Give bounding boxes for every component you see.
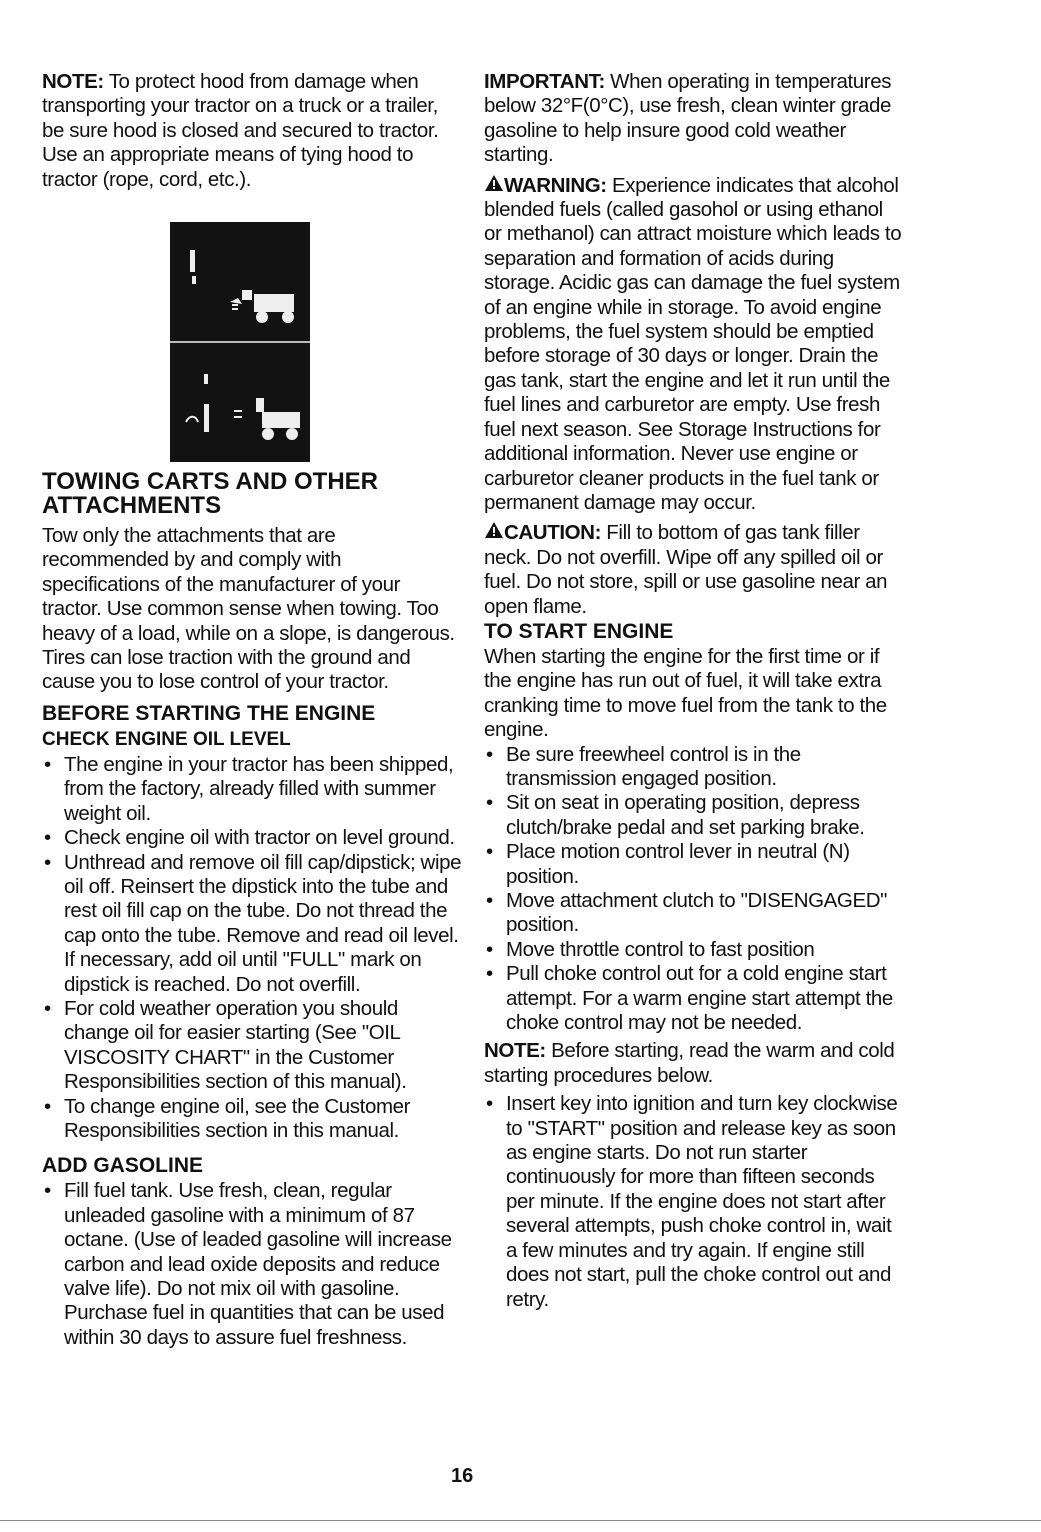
note2-text: Before starting, read the warm and cold starting procedures below. bbox=[484, 1039, 895, 1087]
note2-label: NOTE: bbox=[484, 1039, 546, 1063]
list-item: • The engine in your tractor has been shipped, from the factory, already filled with summer weight oil. bbox=[42, 753, 462, 826]
to-start-engine-heading: TO START ENGINE bbox=[484, 619, 674, 643]
list-item: • Sit on seat in operating position, depress clutch/brake pedal and set parking brake. bbox=[484, 791, 904, 840]
hood-tie-down-illustration bbox=[170, 222, 310, 462]
caution-paragraph bbox=[484, 521, 904, 619]
start-paragraph: When starting the engine for the first time or if the engine has run out of fuel, it will take extra cranking time to move fuel from the tank to the engine. bbox=[484, 644, 887, 742]
page-number: 16 bbox=[451, 1465, 474, 1487]
note-text: To protect hood from damage when transporting your tractor on a truck or a trailer, be sure hood is closed and secured to tractor. Use an appropriate means of tying hood to tractor (rope, cord, etc.). bbox=[42, 70, 439, 191]
starting-note bbox=[484, 1039, 904, 1088]
tractor-hood-icon bbox=[170, 222, 310, 462]
list-item: • Check engine oil with tractor on level ground. bbox=[42, 826, 462, 850]
towing-paragraph: Tow only the attachments that are recommended by and comply with specifications of the manufacturer of your tractor. Use common sense when towing. Too heavy of a load, while on a slope, is dangerous. Tires can lose traction with the ground and cause you to lose control of your tractor. bbox=[42, 524, 455, 694]
gas-bullet-list bbox=[42, 1179, 462, 1350]
bottom-divider bbox=[0, 1520, 1041, 1521]
list-item: • Move attachment clutch to "DISENGAGED" position. bbox=[484, 889, 904, 938]
list-item: • Unthread and remove oil fill cap/dipstick; wipe oil off. Reinsert the dipstick into the tube and rest oil fill cap on the tube. Do not thread the cap onto the tube. Remove and read oil level. If necessary, add oil until "FULL" mark on dipstick is reached. Do not overfill. bbox=[42, 851, 462, 997]
left-column bbox=[42, 70, 462, 1350]
important-note bbox=[484, 70, 904, 168]
add-gasoline-heading: ADD GASOLINE bbox=[42, 1154, 204, 1178]
start-bullet-list bbox=[484, 743, 904, 1036]
caution-label: CAUTION: bbox=[504, 521, 602, 545]
note-label: NOTE: bbox=[42, 70, 104, 93]
list-item: • Fill fuel tank. Use fresh, clean, regular unleaded gasoline with a minimum of 87 octane. (Use of leaded gasoline will increase carbon and lead oxide deposits and reduce valve life). Do not mix oil with gasoline. Purchase fuel in quantities that can be used within 30 days to assure fuel freshness. bbox=[42, 1179, 462, 1350]
oil-bullet-list bbox=[42, 753, 462, 1144]
caution-triangle-icon bbox=[484, 521, 504, 539]
hood-note bbox=[42, 70, 462, 192]
important-text: When operating in temperatures below 32°F(0°C), use fresh, clean winter grade gasoline to help insure good cold weather starting. bbox=[484, 70, 892, 167]
warning-paragraph bbox=[484, 174, 904, 516]
check-oil-heading: CHECK ENGINE OIL LEVEL bbox=[42, 728, 291, 750]
right-column bbox=[484, 70, 904, 1312]
before-starting-heading: BEFORE STARTING THE ENGINE bbox=[42, 701, 376, 725]
list-item: • Pull choke control out for a cold engine start attempt. For a warm engine start attempt the choke control may not be needed. bbox=[484, 962, 904, 1035]
warning-label: WARNING: bbox=[504, 173, 607, 197]
list-item: • Insert key into ignition and turn key clockwise to "START" position and release key as soon as engine starts. Do not run starter continuously for more than fifteen seconds per minute. If the engine does not start after several attempts, push choke control in, wait a few minutes and try again. If engine still does not start, pull the choke control out and retry. bbox=[484, 1092, 904, 1312]
list-item: • To change engine oil, see the Customer Responsibilities section in this manual. bbox=[42, 1095, 462, 1144]
caution-text: Fill to bottom of gas tank filler neck. Do not overfill. Wipe off any spilled oil or fuel. Do not store, spill or use gasoline near an open flame. bbox=[484, 521, 888, 618]
list-item: • Move throttle control to fast position bbox=[484, 938, 904, 962]
warning-text: Experience indicates that alcohol blended fuels (called gasohol or using ethanol or methanol) can attract moisture which leads to separation and formation of acids during storage. Acidic gas can damage the fuel system of an engine while in storage. To avoid engine problems, the fuel system should be emptied before storage of 30 days or longer. Drain the gas tank, start the engine and let it run until the fuel lines and carburetor are empty. Use fresh fuel next season. See Storage Instructions for additional information. Never use engine or carburetor cleaner products in the fuel tank or permanent damage may occur. bbox=[484, 173, 902, 514]
list-item: • For cold weather operation you should change oil for easier starting (See "OIL VISCOSITY CHART" in the Customer Responsibilities section of this manual). bbox=[42, 997, 462, 1095]
important-label: IMPORTANT: bbox=[484, 70, 605, 93]
warning-triangle-icon bbox=[484, 174, 504, 192]
list-item: • Be sure freewheel control is in the transmission engaged position. bbox=[484, 743, 904, 792]
key-bullet-list bbox=[484, 1092, 904, 1312]
list-item: • Place motion control lever in neutral (N) position. bbox=[484, 840, 904, 889]
towing-heading: TOWING CARTS AND OTHER ATTACHMENTS bbox=[42, 468, 378, 520]
